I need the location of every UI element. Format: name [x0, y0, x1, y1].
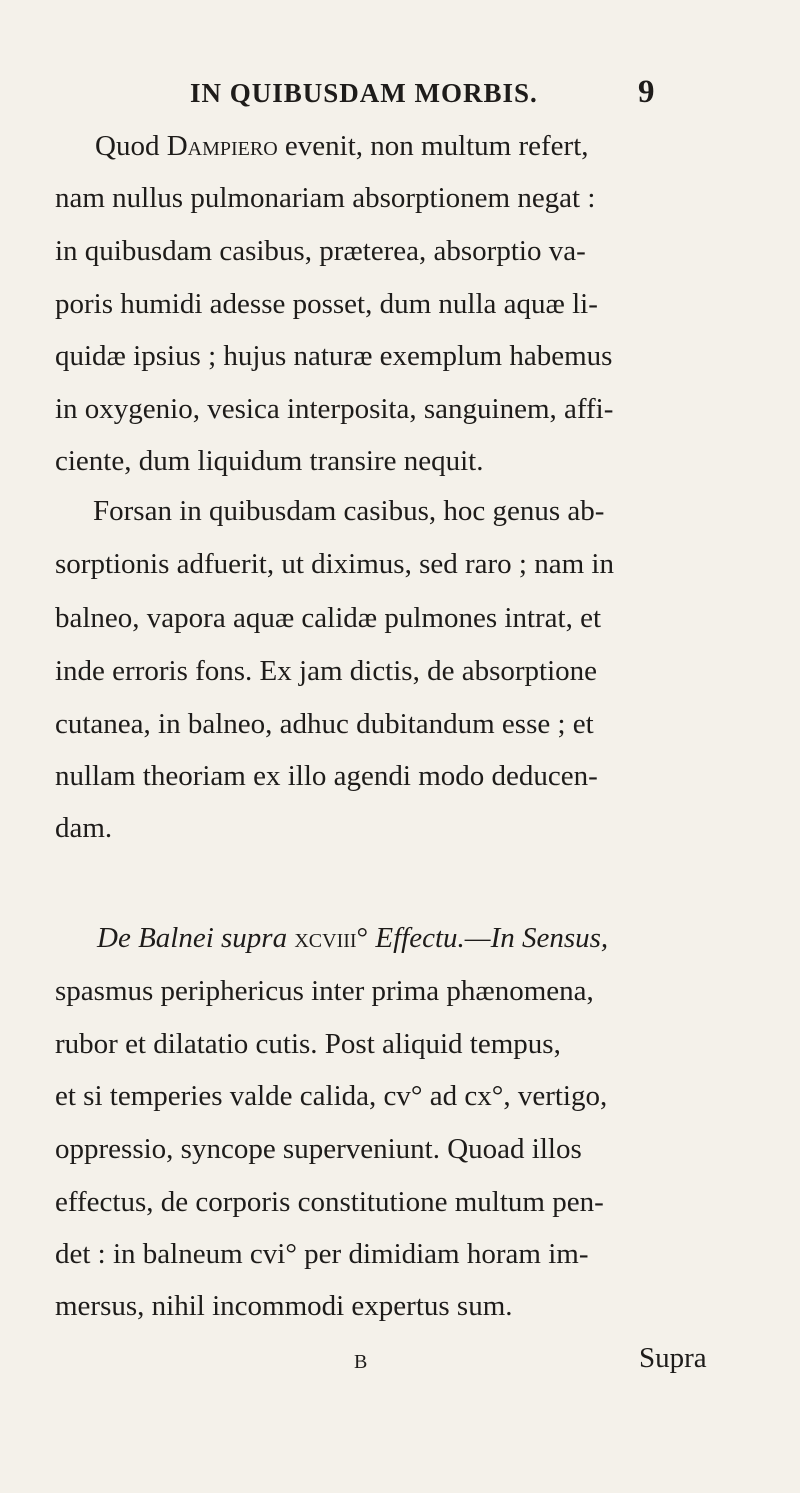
- signature-mark: B: [354, 1351, 368, 1373]
- text-line: ciente, dum liquidum transire nequit.: [55, 445, 484, 477]
- running-head: [0, 74, 800, 118]
- text-line: in oxygenio, vesica interposita, sanguinem, affi-: [55, 393, 614, 425]
- text-line: poris humidi adesse posset, dum nulla aquæ li-: [55, 288, 598, 320]
- text-line: quidæ ipsius ; hujus naturæ exemplum habemus: [55, 340, 613, 372]
- section-heading-line: [97, 924, 608, 953]
- text-line: dam.: [55, 812, 113, 844]
- text-line: nullam theoriam ex illo agendi modo deducen-: [55, 760, 598, 792]
- text-line: nam nullus pulmonariam absorptionem negat :: [55, 182, 596, 214]
- text-line: det : in balneum cvi° per dimidiam horam im-: [55, 1238, 589, 1270]
- text-line: spasmus periphericus inter prima phænomena,: [55, 975, 594, 1007]
- numeral: xcviii°: [287, 922, 369, 954]
- text-line: et si temperies valde calida, cv° ad cx°, vertigo,: [55, 1080, 608, 1112]
- person-name: Dampiero: [166, 130, 278, 162]
- text-line: mersus, nihil incommodi expertus sum.: [55, 1290, 513, 1322]
- text-line: inde erroris fons. Ex jam dictis, de absorptione: [55, 655, 598, 687]
- catchword: Supra: [639, 1342, 707, 1374]
- text-line: cutanea, in balneo, adhuc dubitandum esse ; et: [55, 708, 594, 740]
- running-title: IN QUIBUSDAM MORBIS.: [190, 78, 538, 108]
- text-line: effectus, de corporis constitutione multum pen-: [55, 1186, 604, 1218]
- text-line: Forsan in quibusdam casibus, hoc genus ab-: [93, 495, 605, 527]
- text-line: in quibusdam casibus, præterea, absorptio va-: [55, 235, 586, 267]
- text-line: balneo, vapora aquæ calidæ pulmones intrat, et: [55, 602, 602, 634]
- page-number: 9: [638, 74, 655, 110]
- text-line: Quod Dampiero evenit, non multum refert,: [95, 130, 589, 162]
- text-line: oppressio, syncope superveniunt. Quoad illos: [55, 1133, 582, 1165]
- text-line: rubor et dilatatio cutis. Post aliquid tempus,: [55, 1028, 561, 1060]
- text-line: sorptionis adfuerit, ut diximus, sed raro ; nam in: [55, 548, 614, 580]
- section-heading-italic: De Balnei supra: [97, 922, 288, 954]
- section-heading-italic: Effectu.—In Sensus,: [368, 922, 609, 954]
